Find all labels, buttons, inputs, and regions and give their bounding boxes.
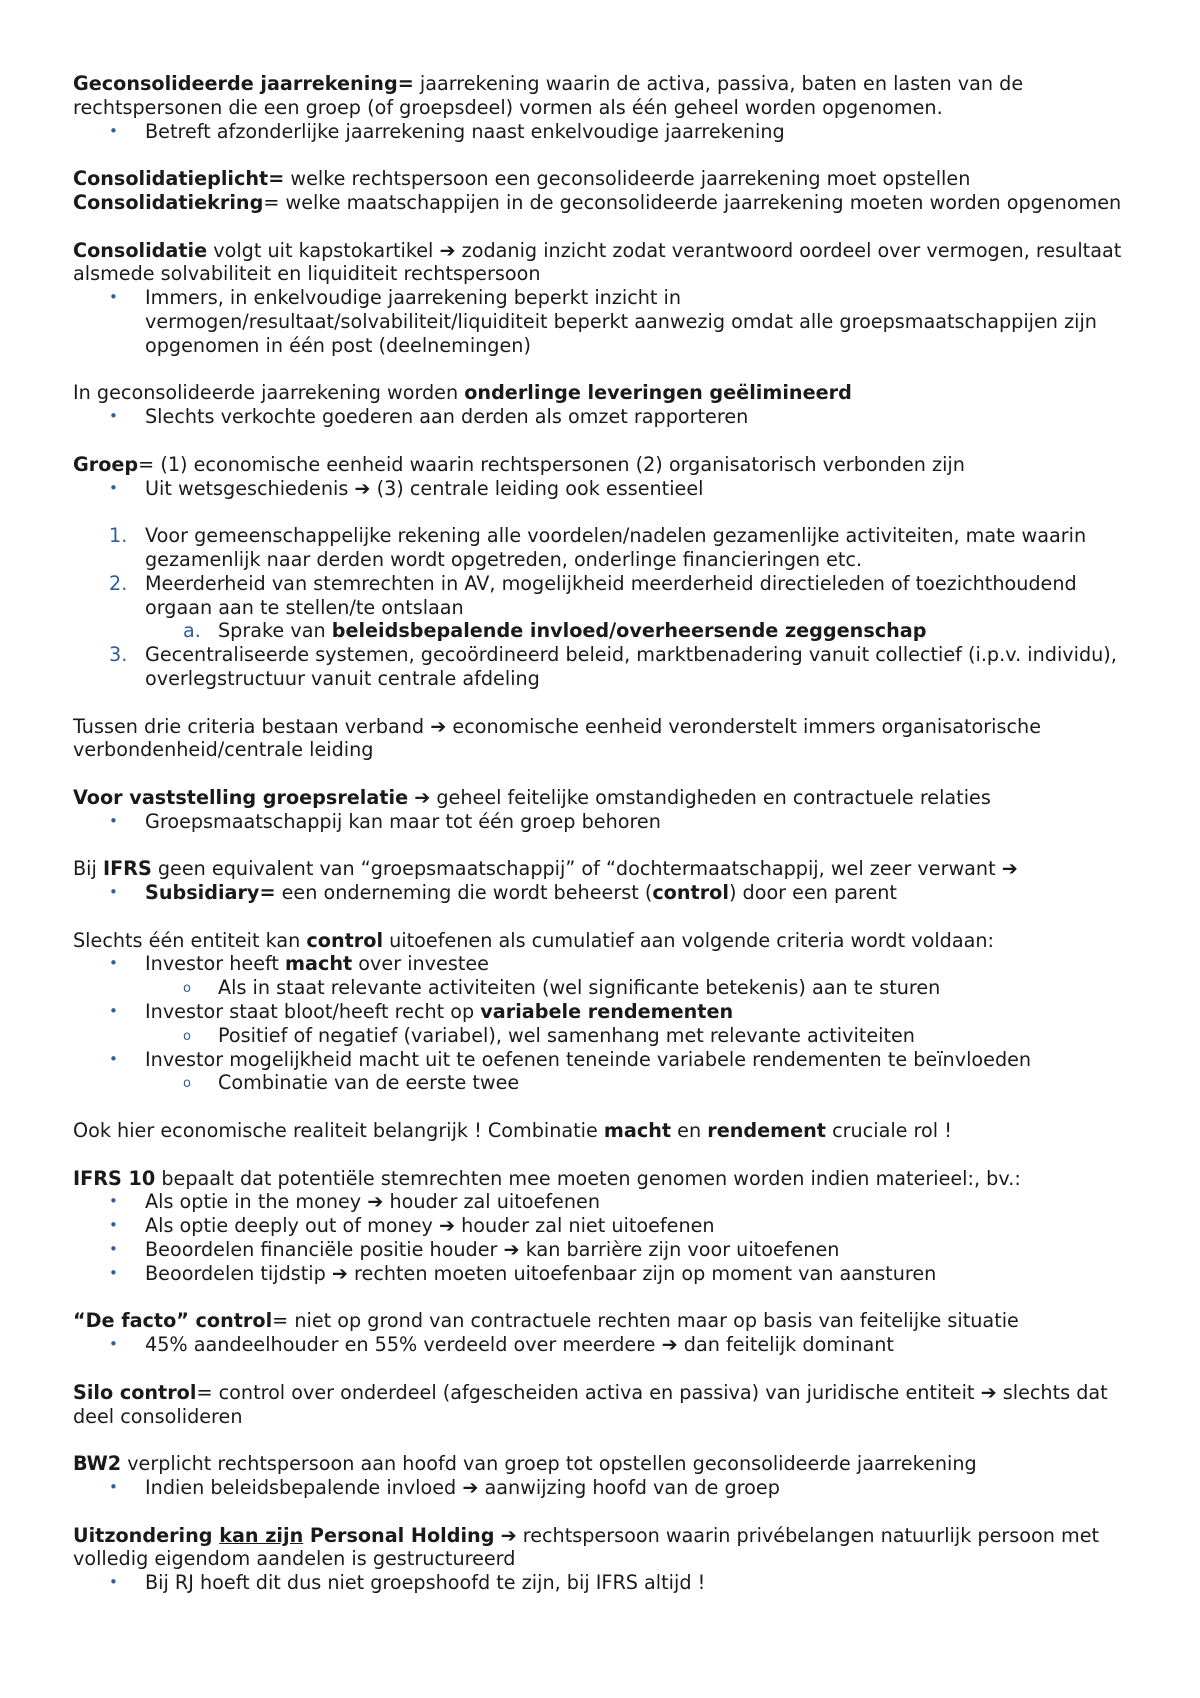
list-item-text: Bij RJ hoeft dit dus niet groepshoofd te zijn, bij IFRS altijd ! xyxy=(145,1571,706,1595)
text: dan feitelijk dominant xyxy=(677,1333,894,1357)
list-item xyxy=(73,120,1143,144)
numbered-item-1 xyxy=(73,524,1143,572)
arrow-icon: ➔ xyxy=(414,785,431,809)
list-item xyxy=(73,405,1143,429)
term: Geconsolideerde jaarrekening= xyxy=(73,72,414,95)
arrow-icon: ➔ xyxy=(430,714,447,738)
bullet-icon: • xyxy=(109,1002,118,1021)
text: = control over onderdeel (afgescheiden activa en passiva) van juridische entiteit xyxy=(196,1380,981,1404)
term: Consolidatieplicht= xyxy=(73,167,285,191)
list-item xyxy=(73,1214,1143,1238)
list-item-text: Voor gemeenschappelijke rekening alle voordelen/nadelen gezamenlijke activiteiten, mate waarin gezamenlijk naar derden wordt opgetreden, onderlinge financieringen etc. xyxy=(145,524,1087,571)
circle-bullet-icon: o xyxy=(183,1076,191,1092)
lettered-item-a xyxy=(73,619,1143,643)
text: zodanig inzicht zodat verantwoord oordeel over vermogen, resultaat alsmede solvabiliteit en liquiditeit rechtspersoon xyxy=(73,238,1122,286)
paragraph-silo-control xyxy=(73,1381,1143,1429)
list-item xyxy=(73,952,1143,976)
list-item-text: vermogen/resultaat/solvabiliteit/liquiditeit beperkt aanwezig omdat alle groepsmaatschappijen zijn opgenomen in één post (deelnemingen) xyxy=(145,309,1097,357)
paragraph-groep xyxy=(73,453,1143,477)
paragraph-onderlinge-leveringen xyxy=(73,381,1143,405)
term: Voor vaststelling groepsrelatie xyxy=(73,785,409,809)
definition: rechtspersoon waarin privébelangen natuurlijk persoon met volledig eigendom aandelen is gestructureerd xyxy=(73,1523,1100,1571)
numbered-item-2 xyxy=(73,572,1143,620)
list-item xyxy=(73,810,1143,834)
list-item-text: Gecentraliseerde systemen, gecoördineerd beleid, marktbenadering vanuit collectief (i.p.v. individu), overlegstructuur vanuit centrale afdeling xyxy=(145,643,1117,690)
list-item xyxy=(73,1238,1143,1262)
text: economische eenheid veronderstelt immers organisatorische verbondenheid/centrale leiding xyxy=(73,714,1042,762)
paragraph-geconsolideerde-jaarrekening xyxy=(73,72,1143,120)
arrow-icon: ➔ xyxy=(500,1523,517,1547)
term: control xyxy=(306,928,384,952)
arrow-icon: ➔ xyxy=(503,1238,520,1262)
term: Uitzondering xyxy=(73,1523,220,1547)
list-item-text: Combinatie van de eerste twee xyxy=(218,1071,520,1095)
text: Als optie deeply out of money xyxy=(145,1214,439,1238)
list-letter: a. xyxy=(183,619,201,643)
list-item xyxy=(73,1000,1143,1024)
term: IFRS xyxy=(102,857,152,881)
bullet-icon: • xyxy=(109,288,118,307)
text: Ook hier economische realiteit belangrijk ! Combinatie xyxy=(73,1119,604,1143)
term: rendement xyxy=(707,1119,826,1143)
paragraph-personal-holding xyxy=(73,1524,1143,1572)
list-item-text: Investor mogelijkheid macht uit te oefenen teneinde variabele rendementen te beïnvloeden xyxy=(145,1047,1032,1071)
list-number: 2. xyxy=(109,571,128,595)
paragraph-consolidatie xyxy=(73,239,1143,287)
term: Silo control xyxy=(73,1380,197,1404)
bullet-icon: • xyxy=(109,1240,118,1259)
text: een onderneming die wordt beheerst ( xyxy=(275,881,653,905)
text: In geconsolideerde jaarrekening worden xyxy=(73,381,465,405)
numbered-item-3 xyxy=(73,643,1143,691)
definition: geheel feitelijke omstandigheden en contractuele relaties xyxy=(430,785,991,809)
definition: = (1) economische eenheid waarin rechtspersonen (2) organisatorisch verbonden zijn xyxy=(138,452,965,476)
bullet-icon: • xyxy=(109,1192,118,1211)
bullet-icon: • xyxy=(109,1049,118,1068)
text: en xyxy=(671,1119,708,1143)
bullet-icon: • xyxy=(109,1216,118,1235)
text: Investor staat bloot/heeft recht op xyxy=(145,1000,481,1024)
paragraph-ifrs-10 xyxy=(73,1167,1143,1191)
paragraph-ifrs xyxy=(73,857,1143,881)
term: “De facto” control xyxy=(73,1309,273,1333)
definition: = welke maatschappijen in de geconsolideerde jaarrekening moeten worden opgenomen xyxy=(263,190,1122,214)
definition: verplicht rechtspersoon aan hoofd van groep tot opstellen geconsolideerde jaarrekening xyxy=(121,1452,977,1476)
term: onderlinge leveringen geëlimineerd xyxy=(464,381,852,405)
list-item xyxy=(73,1048,1143,1072)
text: Bij xyxy=(73,857,103,881)
text: 45% aandeelhouder en 55% verdeeld over meerdere xyxy=(145,1333,662,1357)
paragraph-economische-realiteit xyxy=(73,1119,1143,1143)
bullet-icon: • xyxy=(109,407,118,426)
definition: jaarrekening waarin de activa, passiva, baten en lasten van de rechtspersonen die een groep (of groepsdeel) vormen als één geheel worden opgenomen. xyxy=(73,72,1024,119)
bullet-icon: • xyxy=(109,1573,118,1592)
arrow-icon: ➔ xyxy=(661,1333,678,1357)
text: Sprake van xyxy=(218,619,332,643)
text: Tussen drie criteria bestaan verband xyxy=(73,714,431,738)
bullet-icon: • xyxy=(109,1335,118,1354)
definition: bepaalt dat potentiële stemrechten mee moeten genomen worden indien materieel:, bv.: xyxy=(155,1166,1021,1190)
term: beleidsbepalende invloed/overheersende zeggenschap xyxy=(331,619,927,643)
text: Beoordelen financiële positie houder xyxy=(145,1238,504,1262)
term: macht xyxy=(285,952,353,976)
text: cruciale rol ! xyxy=(825,1119,952,1143)
arrow-icon: ➔ xyxy=(439,238,456,262)
list-item-text: Betreft afzonderlijke jaarrekening naast enkelvoudige jaarrekening xyxy=(145,119,785,143)
paragraph-consolidatieplicht xyxy=(73,167,1143,191)
arrow-icon: ➔ xyxy=(980,1380,997,1404)
text: Slechts één entiteit kan xyxy=(73,928,307,952)
text: kan barrière zijn voor uitoefenen xyxy=(519,1238,840,1262)
arrow-icon: ➔ xyxy=(367,1190,384,1214)
text: aanwijzing hoofd van de groep xyxy=(478,1476,780,1500)
document-body xyxy=(73,72,1143,1595)
text: Investor heeft xyxy=(145,952,286,976)
definition: welke rechtspersoon een geconsolideerde jaarrekening moet opstellen xyxy=(284,167,971,191)
arrow-icon: ➔ xyxy=(438,1214,456,1238)
term: macht xyxy=(603,1119,672,1143)
bullet-icon: • xyxy=(109,883,118,902)
text: Beoordelen tijdstip xyxy=(145,1261,332,1285)
term: Consolidatie xyxy=(73,238,208,262)
term: Personal Holding xyxy=(303,1523,495,1547)
bullet-icon: • xyxy=(109,1478,118,1497)
text: over investee xyxy=(352,952,489,976)
text: rechten moeten uitoefenbaar zijn op moment van aansturen xyxy=(347,1261,937,1285)
list-item xyxy=(73,1571,1143,1595)
list-number: 1. xyxy=(109,524,128,548)
text: houder zal niet uitoefenen xyxy=(455,1214,715,1238)
paragraph-bw2 xyxy=(73,1452,1143,1476)
bullet-icon: • xyxy=(109,121,118,140)
text: slechts dat deel consolideren xyxy=(73,1380,1108,1428)
list-item xyxy=(73,477,1143,501)
sub-list-item xyxy=(73,1071,1143,1095)
circle-bullet-icon: o xyxy=(183,1028,191,1044)
text: ) door een parent xyxy=(728,881,897,905)
list-item xyxy=(73,1262,1143,1286)
definition: = niet op grond van contractuele rechten maar op basis van feitelijke situatie xyxy=(272,1309,1019,1333)
term-underlined: kan zijn xyxy=(219,1523,304,1547)
sub-list-item xyxy=(73,976,1143,1000)
list-item-text: Positief of negatief (variabel), wel samenhang met relevante activiteiten xyxy=(218,1023,915,1047)
list-item-text: Slechts verkochte goederen aan derden als omzet rapporteren xyxy=(145,405,749,429)
term: IFRS 10 xyxy=(73,1166,156,1190)
list-item xyxy=(73,881,1143,905)
list-item-text: Als in staat relevante activiteiten (wel significante betekenis) aan te sturen xyxy=(218,976,941,1000)
paragraph-groepsrelatie xyxy=(73,786,1143,810)
list-item xyxy=(73,1476,1143,1500)
bullet-icon: • xyxy=(109,1263,118,1282)
arrow-icon: ➔ xyxy=(462,1476,479,1500)
list-item xyxy=(73,286,1143,357)
term: BW2 xyxy=(73,1452,122,1476)
circle-bullet-icon: o xyxy=(183,981,191,997)
sub-list-item xyxy=(73,1024,1143,1048)
arrow-icon: ➔ xyxy=(331,1261,348,1285)
text: Als optie in the money xyxy=(145,1190,368,1214)
list-item-text: Immers, in enkelvoudige jaarrekening beperkt inzicht in xyxy=(145,286,682,310)
list-item xyxy=(73,1190,1143,1214)
list-item-text: Meerderheid van stemrechten in AV, mogelijkheid meerderheid directieleden of toezichthoudend orgaan aan te stellen/te ontslaan xyxy=(145,571,1077,619)
list-item xyxy=(73,1333,1143,1357)
term: control xyxy=(652,881,729,905)
paragraph-consolidatiekring xyxy=(73,191,1143,215)
term: variabele rendementen xyxy=(480,1000,734,1024)
term: Groep xyxy=(73,452,139,476)
paragraph-drie-criteria xyxy=(73,715,1143,763)
arrow-icon: ➔ xyxy=(354,476,371,500)
text: (3) centrale leiding ook essentieel xyxy=(370,476,704,500)
bullet-icon: • xyxy=(109,478,118,497)
paragraph-control-criteria xyxy=(73,929,1143,953)
arrow-icon: ➔ xyxy=(1001,857,1018,881)
bullet-icon: • xyxy=(109,811,118,830)
paragraph-de-facto-control xyxy=(73,1309,1143,1333)
bullet-icon: • xyxy=(109,954,118,973)
text: houder zal uitoefenen xyxy=(383,1190,600,1214)
list-number: 3. xyxy=(109,643,128,667)
text: uitoefenen als cumulatief aan volgende criteria wordt voldaan: xyxy=(383,928,994,952)
term: Consolidatiekring xyxy=(73,190,264,214)
term: Subsidiary= xyxy=(145,881,276,905)
text: geen equivalent van “groepsmaatschappij” of “dochtermaatschappij, wel zeer verwant xyxy=(151,857,1002,881)
list-item-text: Groepsmaatschappij kan maar tot één groep behoren xyxy=(145,809,661,833)
text: Indien beleidsbepalende invloed xyxy=(145,1476,463,1500)
text: Uit wetsgeschiedenis xyxy=(145,476,355,500)
text: volgt uit kapstokartikel xyxy=(207,238,440,262)
